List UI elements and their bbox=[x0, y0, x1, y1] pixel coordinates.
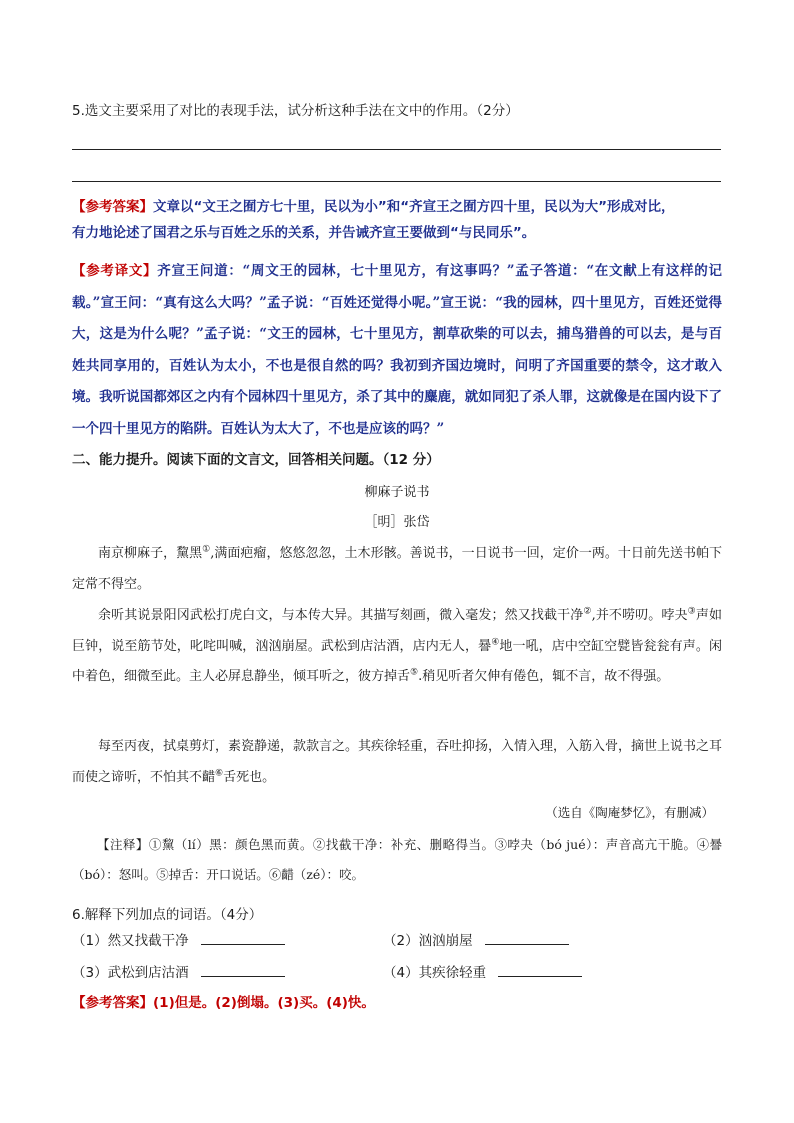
answer-1-line-2: 有力地论述了国君之乐与百姓之乐的关系，并告诫齐宣王要做到“与民同乐”。 bbox=[72, 225, 536, 241]
passage-paragraph-2: 余听其说景阳冈武松打虎白文，与本传大异。其描写刻画，微入毫发；然又找截干净②,并不唠叨。哱夬③声如巨钟，说至筋节处，叱咤叫喊，汹汹崩屋。武松到店沽酒，店内无人，謈④地一吼，店中空缸空甓皆瓮瓮有声。闲中着色，细微至此。主人必屏息静坐，倾耳听之，彼方掉舌⑤.稍见听者欠伸有倦色，辄不言，故不得强。 bbox=[72, 606, 722, 684]
passage-title: 柳麻子说书 bbox=[364, 485, 430, 500]
reference-answer-1 bbox=[72, 194, 722, 246]
footnote-marker-5: ⑤ bbox=[410, 667, 419, 678]
passage-paragraph-3: 每至丙夜，拭桌剪灯，素瓷静递，款款言之。其疾徐轻重，吞吐抑扬，入情入理，入筋入骨，摘世上说书之耳而使之谛听，不怕其不齰⑥舌死也。 bbox=[72, 739, 723, 785]
q6-item-3: （3）武松到店沽酒 bbox=[72, 961, 285, 983]
question-6: 6.解释下列加点的词语。（4分） bbox=[72, 907, 263, 923]
passage-notes: 【注释】①黧（lí）黑：颜色黑而黄。②找截干净：补充、删略得当。③哱夬（bó jué）：声音高亢干脆。④謈（bó）：怒叫。⑤掉舌：开口说话。⑥齰（zé）：咬。 bbox=[72, 837, 722, 882]
translation-label: 【参考译文】 bbox=[72, 263, 158, 279]
answer-label: 【参考答案】 bbox=[72, 199, 153, 215]
answer-1-line-1: 【参考答案】文章以“文王之囿方七十里，民以为小”和“齐宣王之囿方四十里，民以为大”形成对比， bbox=[72, 199, 675, 215]
q6-blank-1[interactable] bbox=[201, 929, 285, 945]
q6-blank-2[interactable] bbox=[485, 929, 569, 945]
answer-line-2 bbox=[72, 181, 721, 182]
footnote-marker-6: ⑥ bbox=[215, 768, 224, 779]
reference-translation bbox=[72, 256, 722, 445]
footnote-marker-3: ③ bbox=[687, 606, 696, 617]
q6-item-4: （4）其疾徐轻重 bbox=[383, 961, 582, 983]
translation-text: 齐宣王问道：“周文王的园林，七十里见方，有这事吗？”孟子答道：“在文献上有这样的记载。”宣王问：“真有这么大吗？”孟子说：“百姓还觉得小呢。”宣王说：“我的园林，四十里见方，百姓还觉得大，这是为什么呢？”孟子说：“文王的园林，七十里见方，割草砍柴的可以去，捕鸟猎兽的可以去，是与百姓共同享用的，百姓认为太小，不也是很自然的吗？我初到齐国边境时，问明了齐国重要的禁令，这才敢入境。我听说国都郊区之内有个园林四十里见方，杀了其中的麋鹿，就如同犯了杀人罪，这就像是在国内设下了一个四十里见方的陷阱。百姓认为太大了，不也是应该的吗？” bbox=[72, 263, 722, 437]
q6-item-1: （1）然又找截干净 bbox=[72, 929, 285, 951]
q6-blank-3[interactable] bbox=[201, 961, 285, 977]
footnote-marker-4: ④ bbox=[491, 637, 500, 648]
q6-item-2: （2）汹汹崩屋 bbox=[383, 929, 569, 951]
footnote-marker-1: ① bbox=[202, 544, 211, 555]
passage-source: （选自《陶庵梦忆》，有删减） bbox=[545, 805, 714, 820]
q6-blank-4[interactable] bbox=[498, 961, 582, 977]
section-2-heading: 二、能力提升。阅读下面的文言文，回答相关问题。（12 分） bbox=[72, 452, 440, 468]
reference-answer-2: 【参考答案】(1)但是。(2)倒塌。(3)买。(4)快。 bbox=[72, 995, 375, 1011]
footnote-marker-2: ② bbox=[583, 606, 592, 617]
question-5: 5.选文主要采用了对比的表现手法，试分析这种手法在文中的作用。（2分） bbox=[72, 103, 519, 119]
passage-author: ［明］张岱 bbox=[364, 515, 430, 530]
passage-paragraph-1: 南京柳麻子，黧黑①,满面疤瘤，悠悠忽忽，土木形骸。善说书，一日说书一回，定价一两。十日前先送书帕下定常不得空。 bbox=[72, 544, 722, 592]
answer-line-1 bbox=[72, 149, 721, 150]
